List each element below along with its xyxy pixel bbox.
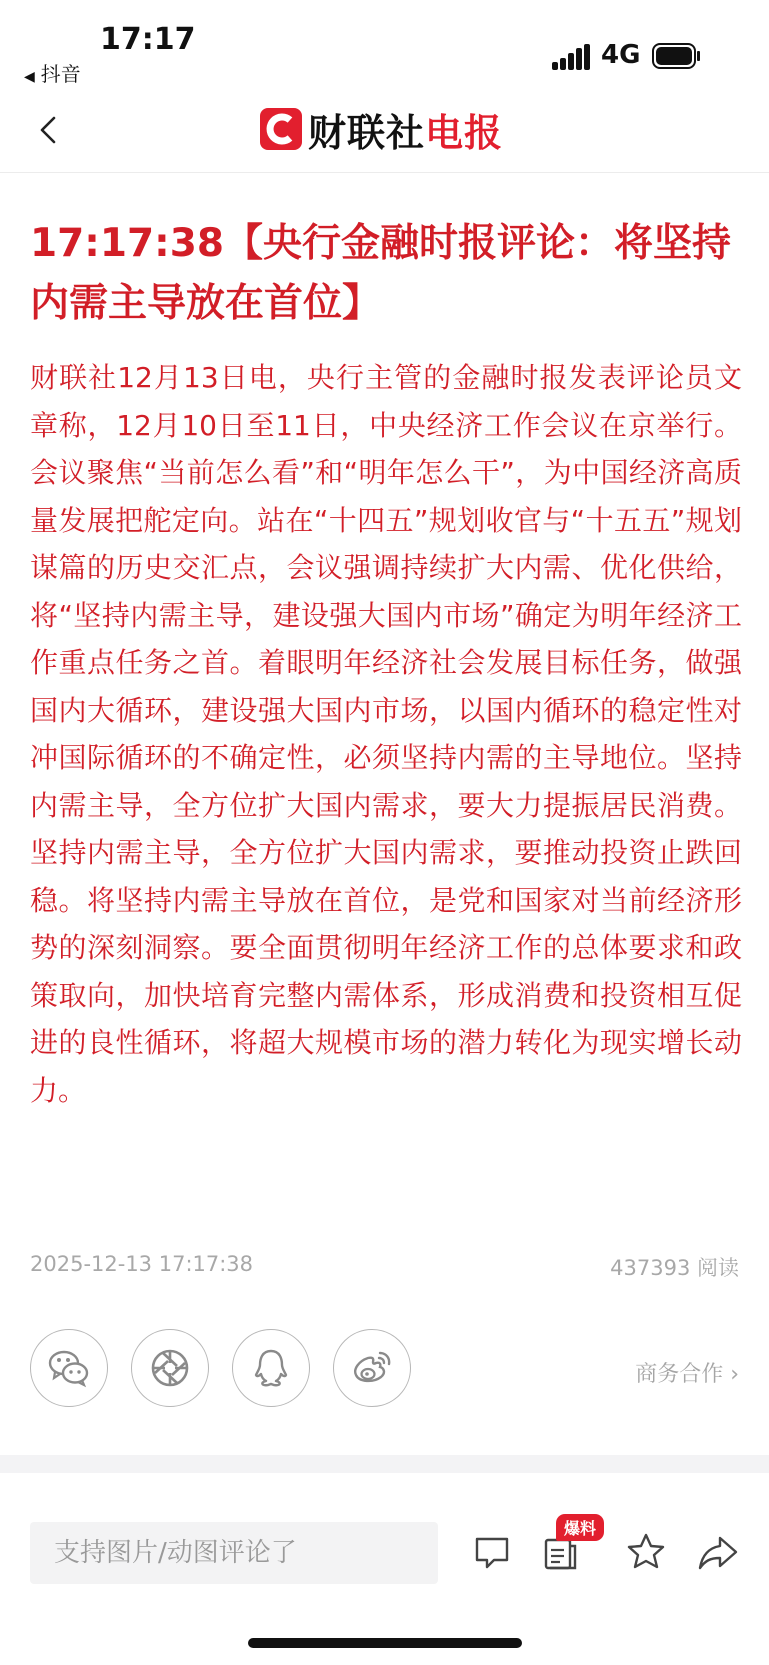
qq-icon: [248, 1345, 294, 1391]
article-headline: 17:17:38【央行金融时报评论：将坚持内需主导放在首位】: [30, 221, 732, 326]
comment-button[interactable]: [470, 1530, 514, 1574]
share-button[interactable]: [696, 1530, 740, 1574]
back-triangle-icon: ◀: [24, 69, 35, 85]
moments-icon: [147, 1345, 193, 1391]
back-to-app-link[interactable]: [24, 58, 81, 87]
cls-logo-icon: [260, 108, 302, 150]
home-indicator[interactable]: [248, 1638, 522, 1648]
logo-text-red: 电报: [425, 110, 504, 155]
weibo-icon: [349, 1345, 395, 1391]
status-time: 17:17: [100, 22, 196, 57]
article-date: 2025-12-13 17:17:38: [30, 1252, 254, 1276]
battery-icon: [652, 43, 700, 69]
back-app-label: 抖音: [40, 62, 81, 86]
comment-icon: [470, 1530, 514, 1574]
star-icon: [624, 1530, 668, 1574]
comment-input[interactable]: [30, 1522, 438, 1584]
logo-text-black: 财联社: [308, 110, 426, 155]
share-weibo-button[interactable]: [333, 1329, 411, 1407]
chevron-left-icon: [30, 110, 70, 150]
share-moments-button[interactable]: [131, 1329, 209, 1407]
signal-icon: [552, 44, 590, 70]
favorite-button[interactable]: [624, 1530, 668, 1574]
cls-telegraph-logo: [260, 104, 503, 154]
wechat-icon: [46, 1345, 92, 1391]
app-header: [0, 90, 769, 173]
business-cooperation-link[interactable]: 商务合作 ›: [635, 1362, 739, 1387]
share-wechat-button[interactable]: [30, 1329, 108, 1407]
report-badge: 爆料: [556, 1514, 604, 1541]
article-body: 财联社12月13日电，央行主管的金融时报发表评论员文章称，12月10日至11日，中央经济工作会议在京举行。会议聚焦“当前怎么看”和“明年怎么干”，为中国经济高质量发展把舵定向。站在“十四五”规划收官与“十五五”规划谋篇的历史交汇点，会议强调持续扩大内需、优化供给，将“坚持内需主导，建设强大国内市场”确定为明年经济工作重点任务之首。着眼明年经济社会发展目标任务，做强国内大循环，建设强大国内市场，以国内循环的稳定性对冲国际循环的不确定性，必须坚持内需的主导地位。坚持内需主导，全方位扩大国内需求，要大力提振居民消费。坚持内需主导，全方位扩大国内需求，要推动投资止跌回稳。将坚持内需主导放在首位，是党和国家对当前经济形势的深刻洞察。要全面贯彻明年经济工作的总体要求和政策取向，加快培育完整内需体系，形成消费和投资相互促进的良性循环，将超大规模市场的潜力转化为现实增长动力。: [30, 361, 742, 1107]
section-divider: [0, 1455, 769, 1473]
share-qq-button[interactable]: [232, 1329, 310, 1407]
back-button[interactable]: [30, 110, 70, 150]
network-type: 4G: [601, 40, 641, 70]
share-arrow-icon: [696, 1530, 740, 1574]
status-bar: [0, 0, 769, 90]
read-count: 437393 阅读: [610, 1256, 739, 1280]
